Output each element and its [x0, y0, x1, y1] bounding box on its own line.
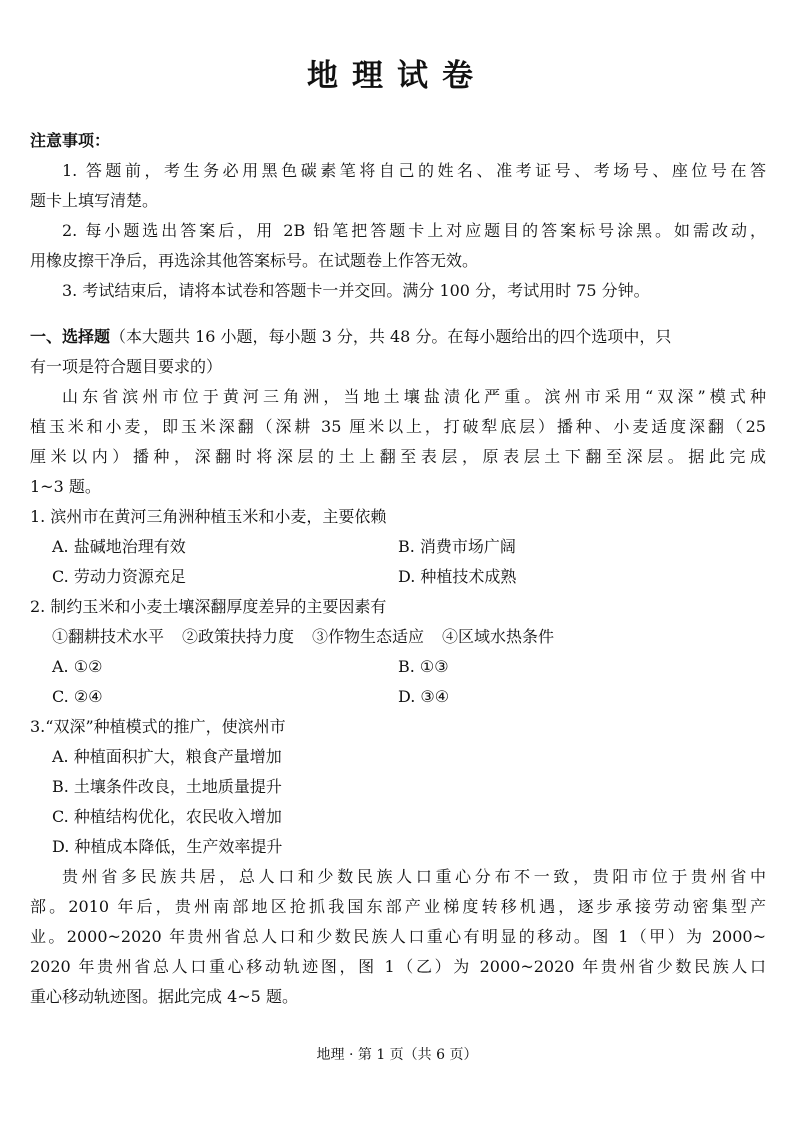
page-content [30, 126, 766, 1012]
statement-4: ④区域水热条件 [442, 627, 555, 646]
notice-item-1-line-1: 1. 答题前，考生务必用黑色碳素笔将自己的姓名、准考证号、考场号、座位号在答 [62, 161, 766, 180]
passage-2-line-3: 业。2000~2020 年贵州省总人口和少数民族人口重心有明显的移动。图 1（甲）为 2000~ [30, 927, 766, 946]
passage-2-line-2: 部。2010 年后，贵州南部地区抢抓我国东部产业梯度转移机遇，逐步承接劳动密集型产 [30, 897, 766, 916]
notice-item-3: 3. 考试结束后，请将本试卷和答题卡一并交回。满分 100 分，考试用时 75 分钟。 [62, 281, 650, 300]
passage-2-line-4: 2020 年贵州省总人口重心移动轨迹图，图 1（乙）为 2000~2020 年贵州省少数民族人口 [30, 957, 766, 976]
question-2-statements [30, 622, 766, 652]
question-2-option-c: C. ②④ [52, 687, 103, 706]
question-2-option-d: D. ③④ [398, 687, 450, 706]
page-title: 地理试卷 [307, 58, 487, 94]
notice-item-1-line-2: 题卡上填写清楚。 [30, 191, 159, 210]
statement-1: ①翻耕技术水平 [52, 627, 165, 646]
passage-1-line-3: 厘米以内）播种，深翻时将深层的土上翻至表层，原表层土下翻至深层。据此完成 [30, 447, 766, 466]
section-1-desc-line-2: 有一项是符合题目要求的） [30, 357, 223, 376]
section-1-desc-line-1: （本大题共 16 小题，每小题 3 分，共 48 分。在每小题给出的四个选项中，只 [110, 327, 672, 346]
section-1-heading: 一、选择题 [30, 327, 111, 346]
notice-item-2-line-1: 2. 每小题选出答案后，用 2B 铅笔把答题卡上对应题目的答案标号涂黑。如需改动， [62, 221, 766, 240]
question-1-option-a: A. 盐碱地治理有效 [52, 537, 186, 556]
passage-2-line-5: 重心移动轨迹图。据此完成 4~5 题。 [30, 987, 298, 1006]
passage-1-line-2: 植玉米和小麦，即玉米深翻（深耕 35 厘米以上，打破犁底层）播种、小麦适度深翻（25 [30, 417, 766, 436]
section-1-header [30, 322, 766, 352]
question-3-option-c: C. 种植结构优化，农民收入增加 [52, 807, 282, 826]
passage-1-line-1: 山东省滨州市位于黄河三角洲，当地土壤盐渍化严重。滨州市采用“双深”模式种 [62, 387, 766, 406]
notice-heading: 注意事项： [30, 131, 111, 150]
passage-2-line-1: 贵州省多民族共居，总人口和少数民族人口重心分布不一致，贵阳市位于贵州省中 [62, 867, 766, 886]
question-3-option-a: A. 种植面积扩大，粮食产量增加 [52, 747, 282, 766]
question-1-option-c: C. 劳动力资源充足 [52, 567, 186, 586]
notice-item-2-line-2: 用橡皮擦干净后，再选涂其他答案标号。在试题卷上作答无效。 [30, 251, 479, 270]
question-1-options-row-1 [30, 532, 766, 562]
question-1-option-d: D. 种植技术成熟 [398, 567, 517, 586]
question-2-stem: 2. 制约玉米和小麦土壤深翻厚度差异的主要因素有 [30, 597, 387, 616]
question-2-options-row-2 [30, 682, 766, 712]
passage-1-line-4: 1~3 题。 [30, 477, 101, 496]
question-1-stem: 1. 滨州市在黄河三角洲种植玉米和小麦，主要依赖 [30, 507, 387, 526]
statement-2: ②政策扶持力度 [182, 627, 295, 646]
page-footer: 地理 · 第 1 页（共 6 页） [316, 1047, 478, 1063]
question-3-stem: 3.“双深”种植模式的推广，使滨州市 [30, 717, 286, 736]
question-1-options-row-2 [30, 562, 766, 592]
question-2-option-a: A. ①② [52, 657, 103, 676]
question-3-option-d: D. 种植成本降低，生产效率提升 [52, 837, 283, 856]
question-1-option-b: B. 消费市场广阔 [398, 537, 516, 556]
question-3-option-b: B. 土壤条件改良，土地质量提升 [52, 777, 282, 796]
question-2-option-b: B. ①③ [398, 657, 449, 676]
statement-3: ③作物生态适应 [312, 627, 425, 646]
question-2-options-row-1 [30, 652, 766, 682]
